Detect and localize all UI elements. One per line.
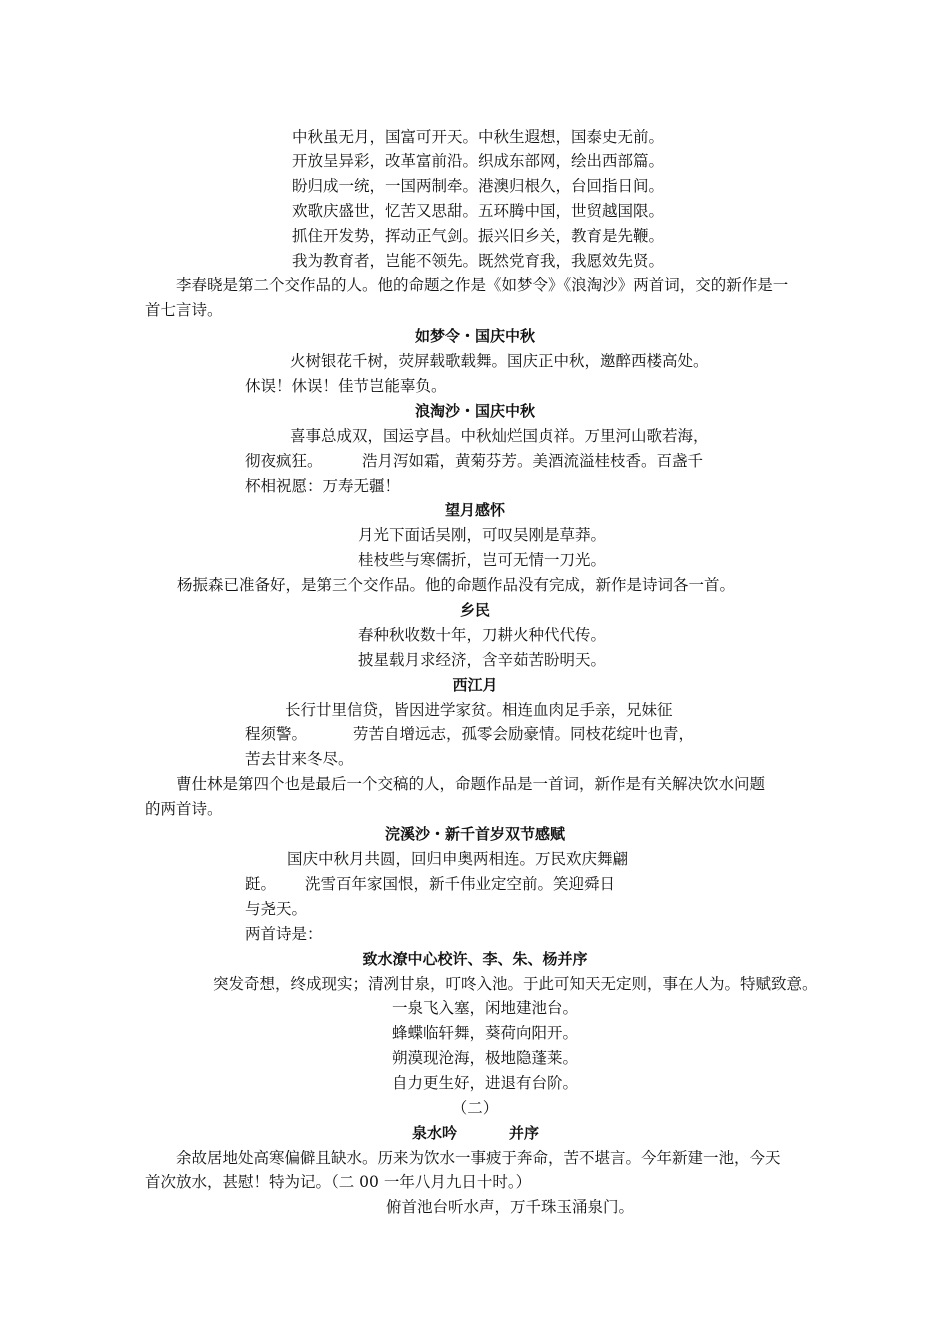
poem-line: 春种秋收数十年，刀耕火种代代传。 <box>358 626 607 644</box>
poem-line: 抓住开发势，挥动正气剑。振兴旧乡关，教育是先鞭。 <box>292 227 665 245</box>
poem-preface: 余故居地处高寒偏僻且缺水。历来为饮水一事疲于奔命，苦不堪言。今年新建一池，今天 <box>176 1149 781 1167</box>
poem-line: 朔漠现沧海，极地隐蓬莱。 <box>392 1049 579 1067</box>
poem-line: 盼归成一统，一国两制牵。港澳归根久，台回指日间。 <box>292 177 665 195</box>
poem-line: 程须警。 <box>245 725 308 743</box>
poem-title-suffix: 并序 <box>509 1124 540 1142</box>
poem-line: 月光下面话吴刚，可叹吴刚是草莽。 <box>358 526 607 544</box>
poem-title: 如梦令・国庆中秋 <box>414 327 535 345</box>
poem-line: 休误！休误！佳节岂能辜负。 <box>245 377 447 395</box>
poem-title: 乡民 <box>459 601 490 619</box>
poem-title: 泉水吟 <box>412 1124 458 1142</box>
poem-title: 浪淘沙・国庆中秋 <box>414 402 535 420</box>
prose-paragraph: 首七言诗。 <box>145 301 223 319</box>
poem-line: 国庆中秋月共圆，回归申奥两相连。万民欢庆舞翩 <box>287 850 629 868</box>
poem-line: 我为教育者，岂能不领先。既然党育我，我愿效先贤。 <box>292 252 665 270</box>
poem-line: 火树银花千树，荧屏载歌载舞。国庆正中秋，邀醉西楼高处。 <box>290 352 709 370</box>
prose-paragraph: 杨振森已准备好，是第三个交作品。他的命题作品没有完成，新作是诗词各一首。 <box>177 576 736 594</box>
poem-line: 蜂蝶临轩舞，葵荷向阳开。 <box>392 1024 579 1042</box>
poem-line: 浩月泻如霜，黄菊芬芳。美酒流溢桂枝香。百盏千 <box>362 452 704 470</box>
poem-preface: 突发奇想，终成现实；清冽甘泉，叮咚入池。于此可知天无定则，事在人为。特赋致意。 <box>213 975 818 993</box>
poem-line: 与尧天。 <box>245 900 308 918</box>
poem-line: 一泉飞入塞，闲地建池台。 <box>392 999 579 1017</box>
poem-preface: 首次放水，甚慰！特为记。（二 00 一年八月九日十时。） <box>145 1173 532 1191</box>
poem-line: 洗雪百年家国恨，新千伟业定空前。笑迎舜日 <box>305 875 616 893</box>
poem-line: 自力更生好，进退有台阶。 <box>392 1074 579 1092</box>
poem-line: 杯相祝愿：万寿无疆！ <box>245 477 401 495</box>
poem-line: 欢歌庆盛世，忆苦又思甜。五环腾中国，世贸越国限。 <box>292 202 665 220</box>
poem-title: 西江月 <box>452 676 498 694</box>
poem-line: 跹。 <box>245 875 277 893</box>
poem-line: 苦去甘来冬尽。 <box>245 750 354 768</box>
poem-line: 劳苦自增远志，孤零会励豪情。同枝花绽叶也青， <box>353 725 695 743</box>
prose-paragraph: 的两首诗。 <box>145 800 223 818</box>
poem-line: 披星载月求经济，含辛茹苦盼明天。 <box>358 651 607 669</box>
section-number: （二） <box>451 1099 499 1117</box>
poem-line: 中秋虽无月，国富可开天。中秋生遐想，国泰史无前。 <box>292 128 665 146</box>
poem-title: 浣溪沙・新千首岁双节感赋 <box>384 825 565 843</box>
poem-title: 致水潦中心校许、李、朱、杨并序 <box>362 950 588 968</box>
poem-line: 长行廿里信贷，皆因进学家贫。相连血肉足手亲，兄妹征 <box>285 701 673 719</box>
poem-line: 桂枝些与寒儒折，岂可无情一刀光。 <box>358 551 607 569</box>
poem-line: 彻夜疯狂。 <box>245 452 323 470</box>
poem-title: 望月感怀 <box>444 501 505 519</box>
prose-paragraph: 李春晓是第二个交作品的人。他的命题之作是《如梦令》《浪淘沙》两首词，交的新作是一 <box>176 276 789 294</box>
prose-paragraph: 两首诗是： <box>245 925 323 943</box>
poem-line: 喜事总成双，国运亨昌。中秋灿烂国贞祥。万里河山歌若海， <box>290 427 709 445</box>
poem-line: 开放呈异彩，改革富前沿。织成东部网，绘出西部篇。 <box>292 152 665 170</box>
prose-paragraph: 曹仕林是第四个也是最后一个交稿的人，命题作品是一首词，新作是有关解决饮水问题 <box>176 775 766 793</box>
poem-line: 俯首池台听水声，万千珠玉涌泉门。 <box>386 1198 635 1216</box>
